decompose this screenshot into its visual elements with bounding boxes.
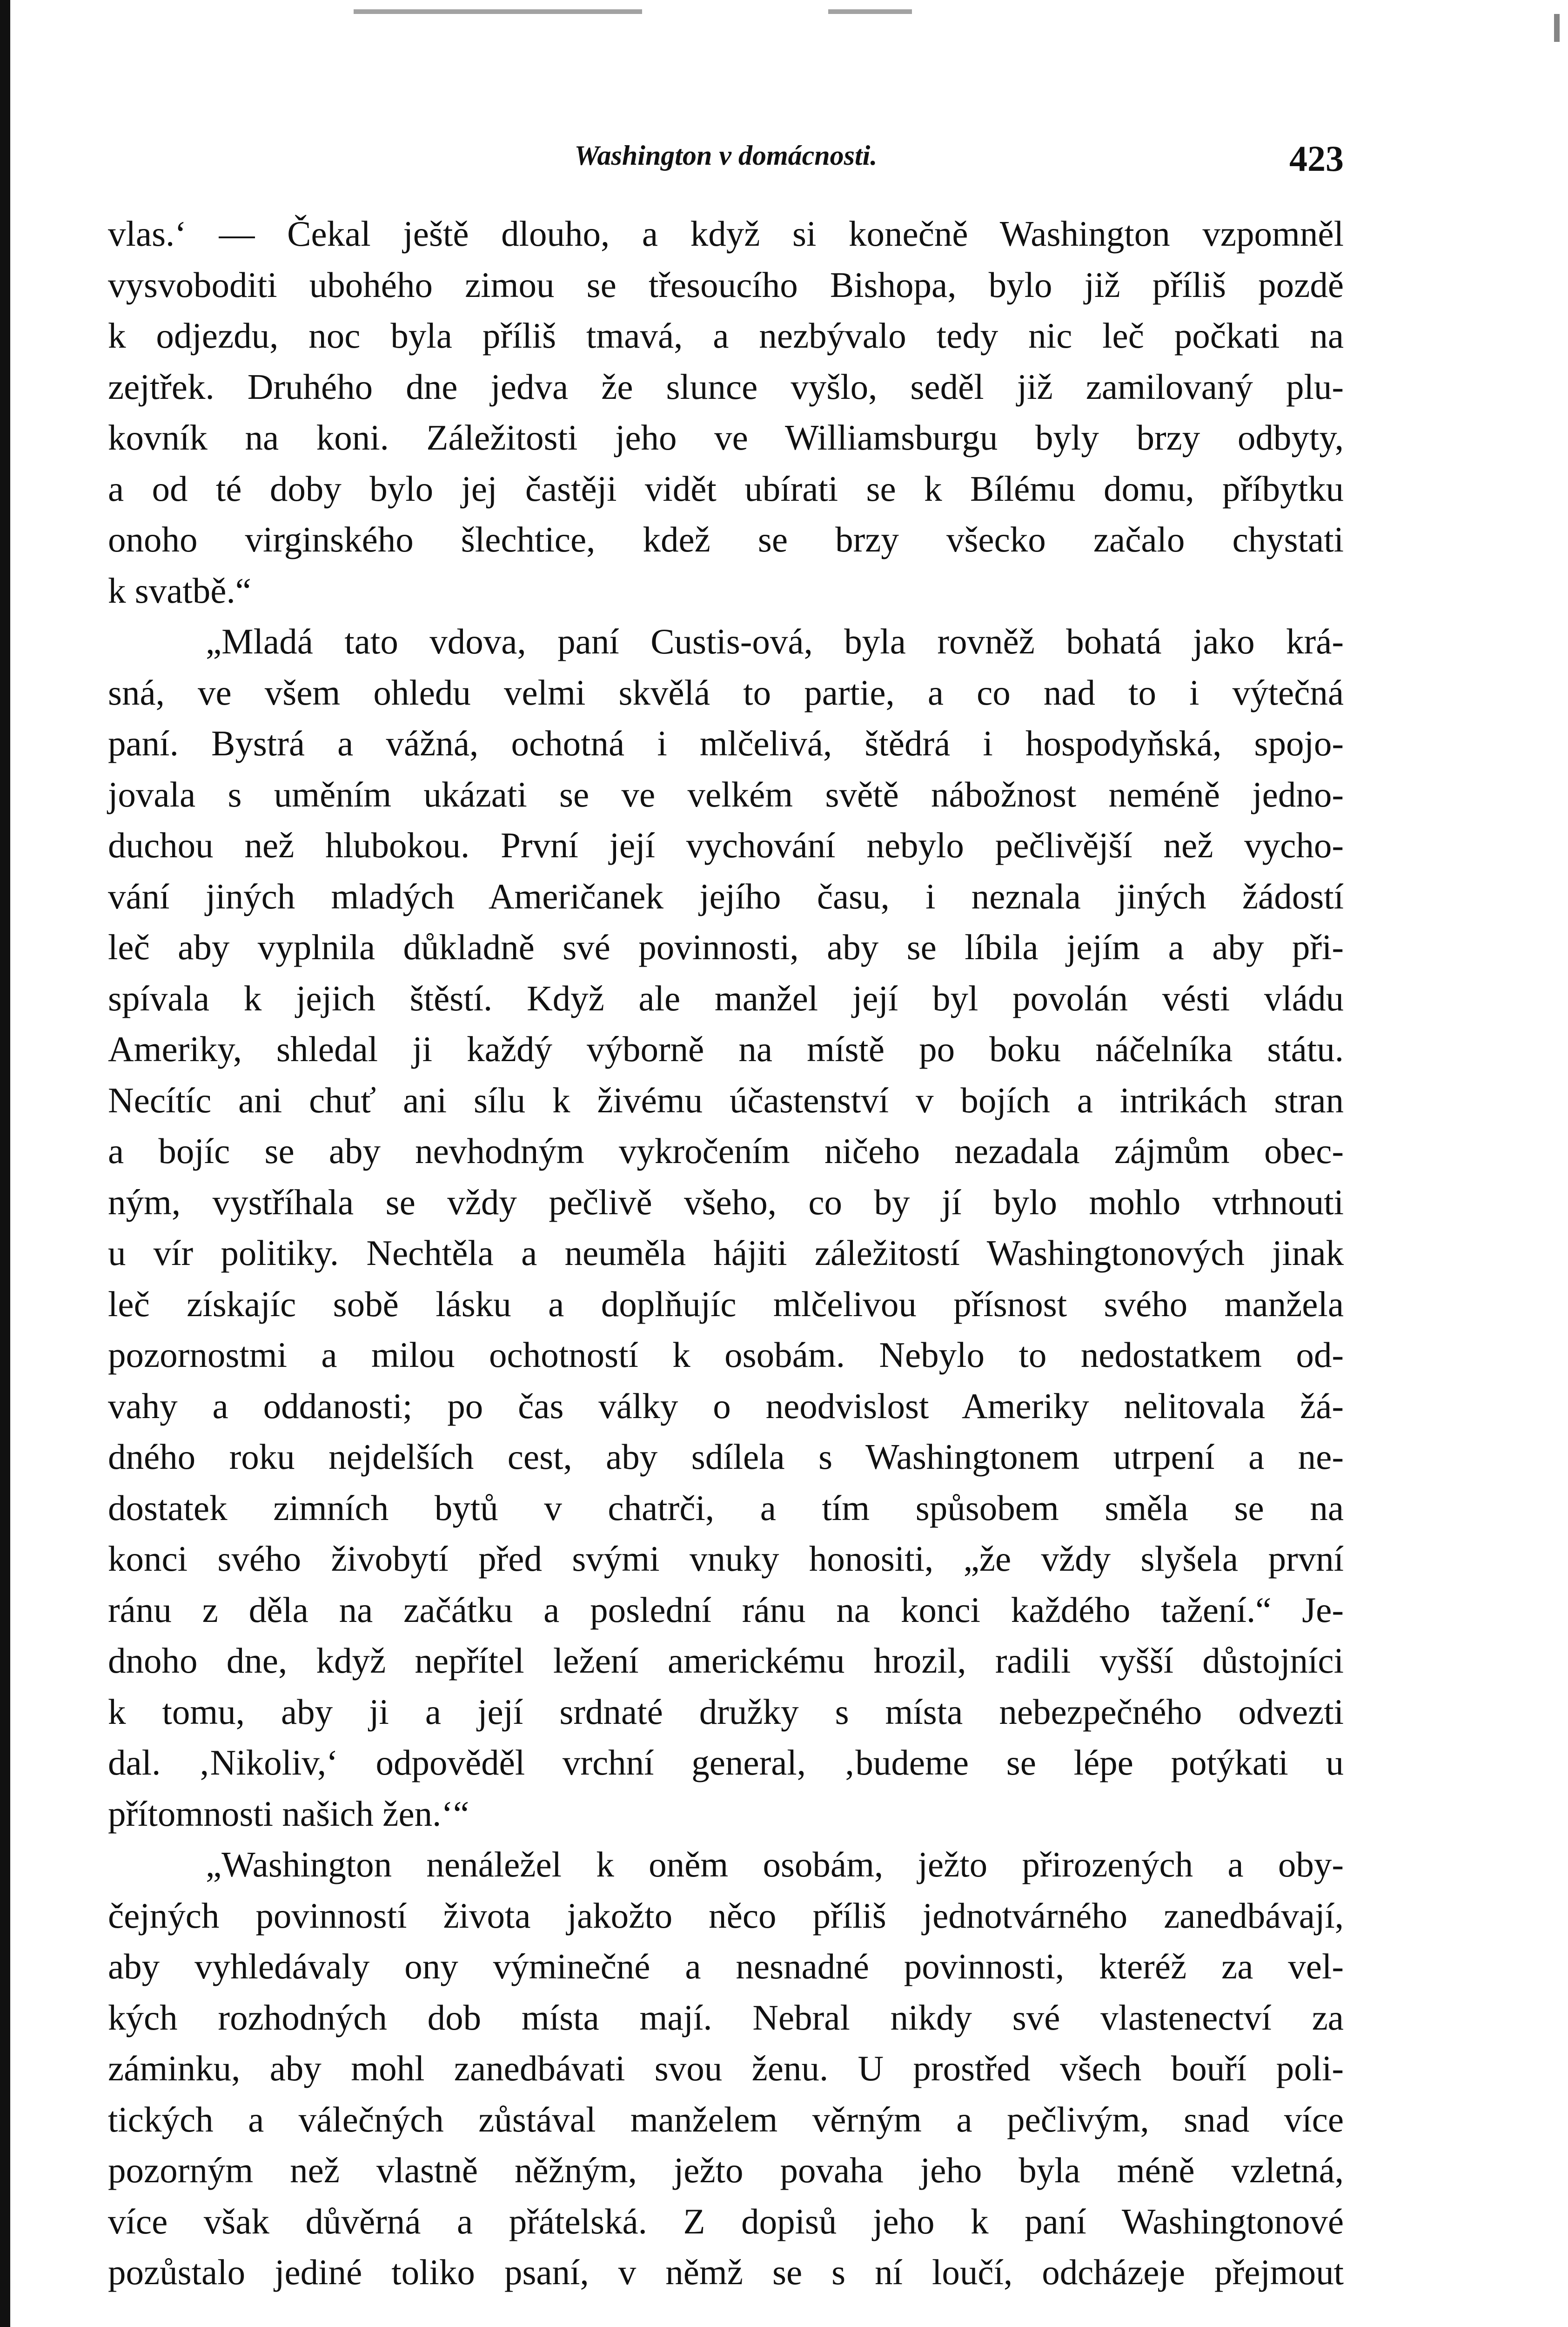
text-line: leč získajíc sobě lásku a doplňujíc mlčelivou přísnost svého manžela	[108, 1284, 1344, 1324]
text-line: „Washington nenáležel k oněm osobám, ježto přirozených a oby-	[206, 1844, 1344, 1884]
text-line: pozorným než vlastně něžným, ježto povaha jeho byla méně vzletná,	[108, 2150, 1344, 2190]
text-line: ným, vystříhala se vždy pečlivě všeho, co by jí bylo mohlo vtrhnouti	[108, 1182, 1344, 1222]
scan-artifact	[1554, 14, 1560, 42]
text-line: kých rozhodných dob místa mají. Nebral nikdy své vlastenectví za	[108, 1997, 1344, 2038]
text-line: ránu z děla na začátku a poslední ránu na konci každého tažení.“ Je-	[108, 1589, 1344, 1630]
text-line: dného roku nejdelších cest, aby sdílela s Washingtonem utrpení a ne-	[108, 1437, 1344, 1477]
text-line: Ameriky, shledal ji každý výborně na místě po boku náčelníka státu.	[108, 1029, 1344, 1069]
text-line: onoho virginského šlechtice, kdež se brzy všecko začalo chystati	[108, 519, 1344, 559]
text-line: více však důvěrná a přátelská. Z dopisů jeho k paní Washingtonové	[108, 2201, 1344, 2241]
page-number: 423	[1289, 138, 1344, 179]
running-title: Washington v domácnosti.	[574, 140, 878, 171]
text-line: pozůstalo jediné toliko psaní, v němž se s ní loučí, odcházeje přejmout	[108, 2252, 1344, 2292]
text-line: kovník na koni. Záležitosti jeho ve Williamsburgu byly brzy odbyty,	[108, 417, 1344, 457]
text-line: duchou než hlubokou. První její vychování nebylo pečlivější než vycho-	[108, 825, 1344, 865]
text-line: přítomnosti našich žen.‘“	[108, 1793, 469, 1834]
scan-artifact	[354, 9, 642, 14]
body-text	[108, 208, 1344, 2298]
text-line: sná, ve všem ohledu velmi skvělá to partie, a co nad to i výtečná	[108, 672, 1344, 713]
text-line: a od té doby bylo jej častěji vidět ubírati se k Bílému domu, příbytku	[108, 468, 1344, 509]
text-line: aby vyhledávaly ony výminečné a nesnadné povinnosti, kteréž za vel-	[108, 1946, 1344, 1986]
text-line: vání jiných mladých Američanek jejího času, i neznala jiných žádostí	[108, 876, 1344, 916]
text-line: u vír politiky. Nechtěla a neuměla hájiti záležitostí Washingtonových jinak	[108, 1233, 1344, 1273]
text-line: vahy a oddanosti; po čas války o neodvislost Ameriky nelitovala žá-	[108, 1385, 1344, 1426]
text-line: tických a válečných zůstával manželem věrným a pečlivým, snad více	[108, 2099, 1344, 2139]
text-line: jovala s uměním ukázati se ve velkém světě nábožnost neméně jedno-	[108, 774, 1344, 814]
page-header	[108, 135, 1344, 186]
text-line: k svatbě.“	[108, 570, 251, 611]
text-line: pozornostmi a milou ochotností k osobám. Nebylo to nedostatkem od-	[108, 1335, 1344, 1375]
text-line: „Mladá tato vdova, paní Custis-ová, byla rovněž bohatá jako krá-	[206, 621, 1344, 661]
text-line: dal. ‚Nikoliv,‘ odpověděl vrchní general, ‚budeme se lépe potýkati u	[108, 1742, 1344, 1782]
text-line: paní. Bystrá a vážná, ochotná i mlčelivá, štědrá i hospodyňská, spojo-	[108, 723, 1344, 763]
text-line: zejtřek. Druhého dne jedva že slunce vyšlo, seděl již zamilovaný plu-	[108, 366, 1344, 407]
text-line: a bojíc se aby nevhodným vykročením ničeho nezadala zájmům obec-	[108, 1131, 1344, 1171]
scan-artifact	[828, 9, 912, 14]
text-line: k tomu, aby ji a její srdnaté družky s místa nebezpečného odvezti	[108, 1691, 1344, 1732]
text-line: leč aby vyplnila důkladně své povinnosti, aby se líbila jejím a aby při-	[108, 927, 1344, 967]
text-line: vlas.‘ — Čekal ještě dlouho, a když si konečně Washington vzpomněl	[108, 214, 1344, 254]
scan-edge-shadow	[0, 0, 10, 2327]
text-line: konci svého živobytí před svými vnuky honositi, „že vždy slyšela první	[108, 1539, 1344, 1579]
text-line: čejných povinností života jakožto něco příliš jednotvárného zanedbávají,	[108, 1895, 1344, 1936]
text-line: vysvoboditi ubohého zimou se třesoucího Bishopa, bylo již příliš pozdě	[108, 264, 1344, 305]
text-line: Necítíc ani chuť ani sílu k živému účastenství v bojích a intrikách stran	[108, 1080, 1344, 1120]
text-line: záminku, aby mohl zanedbávati svou ženu. U prostřed všech bouří poli-	[108, 2048, 1344, 2088]
text-line: dnoho dne, když nepřítel ležení americkému hrozil, radili vyšší důstojníci	[108, 1641, 1344, 1681]
text-line: dostatek zimních bytů v chatrči, a tím spůsobem směla se na	[108, 1487, 1344, 1528]
text-line: k odjezdu, noc byla příliš tmavá, a nezbývalo tedy nic leč počkati na	[108, 316, 1344, 356]
text-line: spívala k jejich štěstí. Když ale manžel její byl povolán vésti vládu	[108, 978, 1344, 1018]
